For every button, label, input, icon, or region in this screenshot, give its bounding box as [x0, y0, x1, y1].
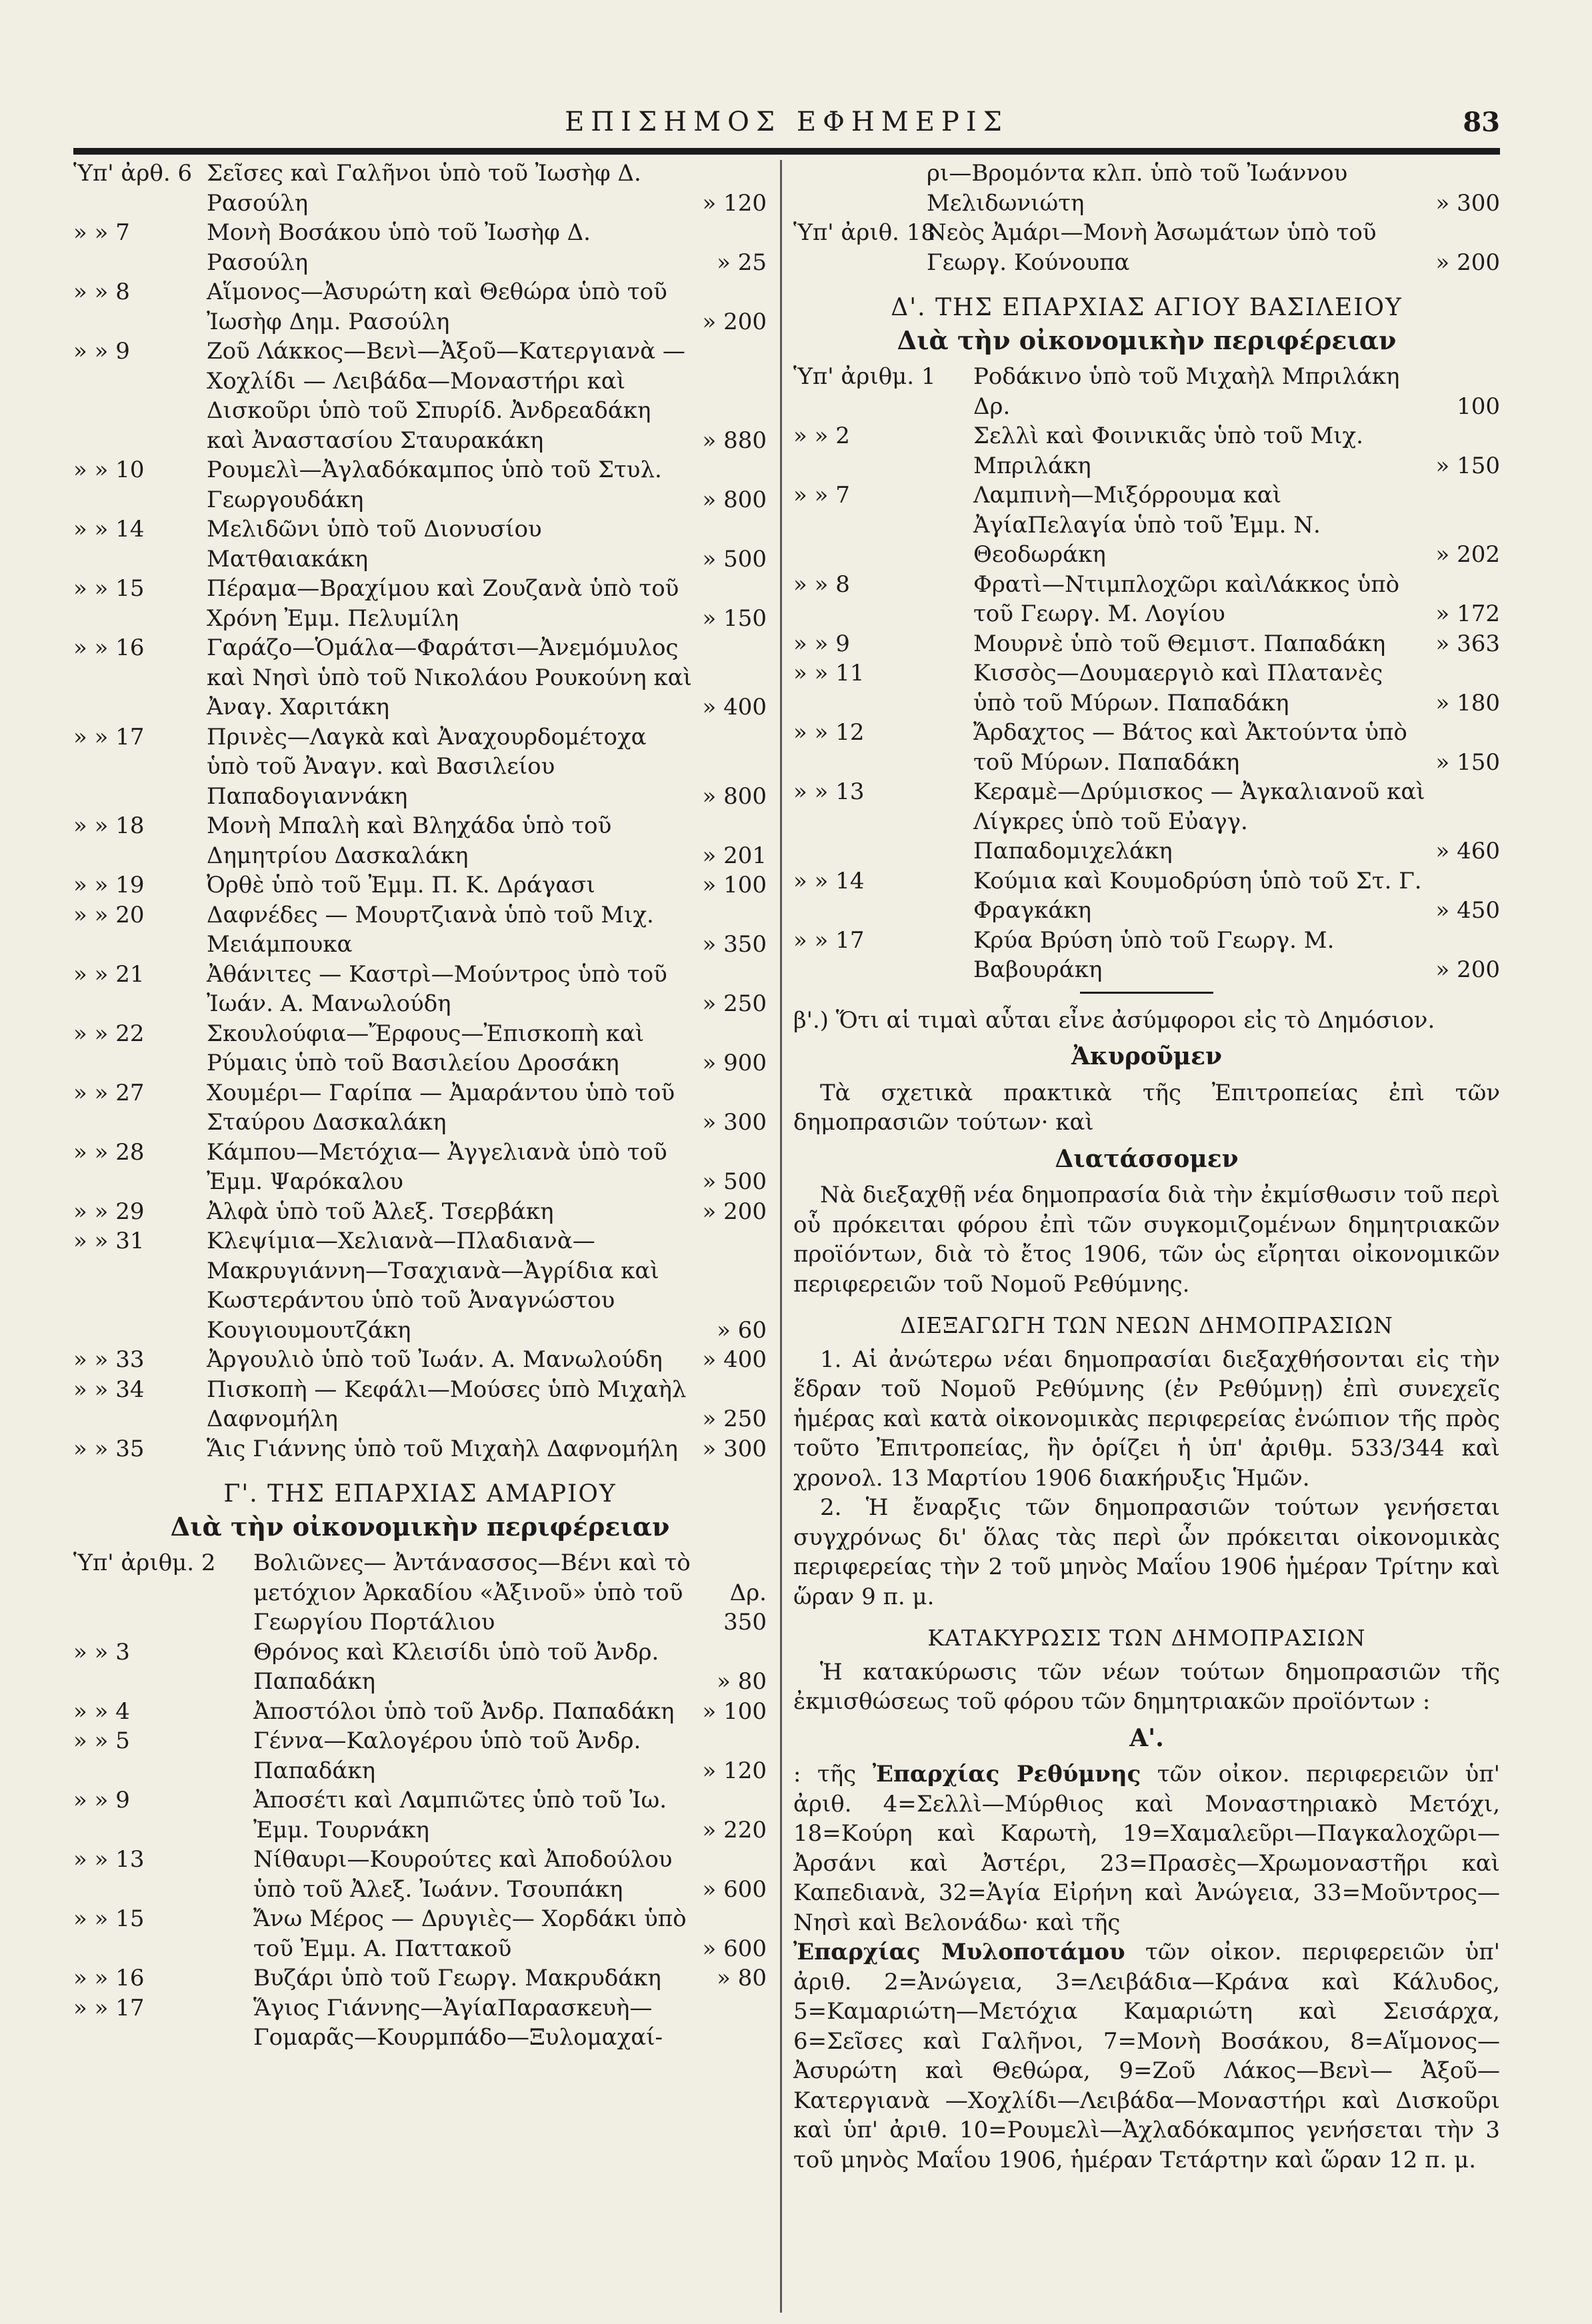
entry-ref: » » 7	[73, 219, 130, 246]
new-auctions-p2: 2. Ἡ ἔναρξις τῶν δημοπρασιῶν τούτων γενήσεται συγχρόνως δι' ὅλας τὰς περὶ ὧν πρόκειται οἰκονομικὰς περιφερείας τὴν 2 τοῦ μηνὸς Μαΐου 1906 ἡμέραν Τρίτην καὶ ὥραν 9 π. μ.	[793, 1494, 1500, 1610]
entry-text: Ἀθάνιτες — Καστρὶ—Μούντρος ὑπὸ τοῦ Ἰωάν. Α. Μανωλούδη	[207, 960, 667, 1017]
list-entry	[73, 1078, 767, 1138]
amari-continued-list	[793, 159, 1500, 277]
list-entry	[73, 277, 767, 337]
entry-ref: » » 17	[73, 1994, 145, 2021]
entry-text: Κλεψίμια—Χελιανὰ—Πλαδιανὰ—Μακρυγιάννη—Τσαχιανὰ—Ἀγρίδια καὶ Κωστεράντου ὑπὸ τοῦ Ἀναγνώστου Κουγιουμουτζάκη	[207, 1228, 659, 1344]
entry-amount: » 180	[1435, 689, 1500, 716]
right-column	[793, 159, 1500, 2175]
list-entry	[793, 362, 1500, 421]
entry-ref: » » 28	[73, 1138, 145, 1166]
entry-ref: » » 31	[73, 1228, 145, 1254]
list-entry	[73, 1993, 767, 2053]
awards-heading: ΚΑΤΑΚΥΡΩΣΙΣ ΤΩΝ ΔΗΜΟΠΡΑΣΙΩΝ	[927, 1625, 1366, 1651]
diatassomen-heading: Διατάσσομεν	[1055, 1144, 1239, 1173]
entry-text: Μονὴ Βοσάκου ὑπὸ τοῦ Ἰωσὴφ Δ. Ρασούλη	[207, 219, 591, 276]
entry-ref: » » 14	[73, 516, 145, 543]
column-divider	[780, 160, 782, 2313]
entry-text: Ἀργουλιὸ ὑπὸ τοῦ Ἰωάν. Α. Μανωλούδη	[207, 1346, 663, 1373]
entry-amount: » 200	[702, 308, 767, 335]
entry-ref: » » 27	[73, 1079, 145, 1106]
amari-heading: Γ'. ΤΗΣ ΕΠΑΡΧΙΑΣ ΑΜΑΡΙΟΥ	[223, 1480, 617, 1508]
rethymnis-name: Ἐπαρχίας Ρεθύμνης	[872, 1761, 1141, 1787]
list-entry	[793, 629, 1500, 659]
entry-text: Γέννα—Καλογέρου ὑπὸ τοῦ Ἀνδρ. Παπαδάκη	[253, 1728, 641, 1784]
entry-text: Ροδάκινο ὑπὸ τοῦ Μιχαὴλ Μπριλάκη Δρ.	[973, 363, 1400, 420]
entry-text: Κεραμὲ—Δρύμισκος — Ἀγκαλιανοῦ καὶ Λίγκρες ὑπὸ τοῦ Εὐαγγ. Παπαδομιχελάκη	[973, 778, 1425, 864]
entry-amount: » 800	[702, 782, 767, 810]
entry-text: Βυζάρι ὑπὸ τοῦ Γεωργ. Μακρυδάκη	[253, 1965, 661, 1991]
entry-text: Σελλὶ καὶ Φοινικιᾶς ὑπὸ τοῦ Μιχ. Μπριλάκη	[973, 423, 1363, 479]
entry-amount: » 200	[1435, 249, 1500, 276]
header-rule	[73, 148, 1500, 155]
entry-ref: » » 16	[73, 1965, 145, 1991]
entry-ref: » » 33	[73, 1346, 145, 1373]
list-entry	[793, 421, 1500, 481]
entry-ref: » » 20	[73, 901, 145, 928]
entry-amount: 100	[1457, 393, 1500, 420]
entry-text: Ἀλφὰ ὑπὸ τοῦ Ἀλεξ. Τσερβάκη	[207, 1198, 554, 1225]
list-entry	[73, 1226, 767, 1345]
entry-ref: Ὑπ' ἀριθ. 18	[793, 219, 936, 246]
entry-ref: » » 13	[793, 778, 865, 805]
entry-text: Γαράζο—Ὁμάλα—Φαράτσι—Ἀνεμόμυλος καὶ Νησὶ ὑπὸ τοῦ Νικολάου Ρουκούνη καὶ Ἀναγ. Χαριτάκη	[207, 634, 692, 720]
entry-text: Φρατὶ—Ντιμπλοχῶρι καὶΛάκκος ὑπὸ τοῦ Γεωργ. Μ. Λογίου	[973, 571, 1400, 627]
entry-amount: Δρ. 350	[723, 1579, 767, 1636]
entry-ref: » » 15	[73, 575, 145, 602]
agios-vasileios-heading: Δ'. ΤΗΣ ΕΠΑΡΧΙΑΣ ΑΓΙΟΥ ΒΑΣΙΛΕΙΟΥ	[891, 294, 1403, 321]
entry-amount: » 80	[717, 1668, 767, 1695]
list-entry	[793, 866, 1500, 926]
list-entry	[73, 633, 767, 722]
entry-text: Ἄνω Μέρος — Δρυγιὲς— Χορδάκι ὑπὸ τοῦ Ἐμμ. Α. Παττακοῦ	[253, 1905, 687, 1962]
list-entry	[793, 926, 1500, 985]
entry-text: Ἅγιος Γιάννης—ἈγίαΠαρασκευὴ—Γομαρᾶς—Κουρμπάδο—Ξυλομαχαί-	[253, 1994, 663, 2051]
list-entry	[73, 159, 767, 218]
entry-ref: » » 15	[73, 1905, 145, 1932]
new-auctions-p1: 1. Αἱ ἀνώτερω νέαι δημοπρασίαι διεξαχθήσονται εἰς τὴν ἕδραν τοῦ Νομοῦ Ρεθύμνης (ἐν Ρεθύμνῃ) ἐπὶ συνεχεῖς ἡμέρας καὶ κατὰ οἰκονομικὰς περιφερείας ἐνώπιον τῆς πρὸς τοῦτο Ἐπιτροπείας, ἣν ὁρίζει ἡ ὑπ' ἀριθμ. 533/344 καὶ χρονολ. 13 Μαρτίου 1906 διακήρυξις Ἡμῶν.	[793, 1346, 1500, 1492]
list-entry	[73, 1638, 767, 1697]
entry-text: Νεὸς Ἀμάρι—Μονὴ Ἀσωμάτων ὑπὸ τοῦ Γεωργ. Κούνουπα	[927, 219, 1377, 276]
entry-ref: » » 14	[793, 867, 865, 894]
entry-text: Πρινὲς—Λαγκὰ καὶ Ἀναχουρδομέτοχα ὑπὸ τοῦ Ἀναγν. καὶ Βασιλείου Παπαδογιαννάκη	[207, 723, 647, 810]
list-entry	[73, 1726, 767, 1785]
list-entry	[793, 658, 1500, 718]
mylopotamou-text: τῶν οἰκον. περιφερειῶν ὑπ' ἀριθ. 2=Ἀνώγεια, 3=Λειβάδια—Κράνα καὶ Κάλυδος, 5=Καμαριώτη—Μετόχια Καμαριώτη καὶ Σεισάρχα, 6=Σεῖσες καὶ Γαλῆνοι, 7=Μονὴ Βοσάκου, 8=Αἵμονος— Ἀσυρώτη καὶ Θεθώρα, 9=Ζοῦ Λάκος—Βενὶ— Ἀξοῦ—Κατεργιανὰ —Χοχλίδι—Λειβάδα—Μοναστήρι καὶ Δισκοῦρι καὶ ὑπ' ἀριθ. 10=Ρουμελὶ—Ἀχλαδόκαμπος γενήσεται τὴν 3 τοῦ μηνὸς Μαΐου 1906, ἡμέραν Τετάρτην καὶ ὥραν 12 π. μ.	[793, 1939, 1500, 2173]
entry-ref: » » 7	[793, 482, 850, 509]
entry-amount: » 500	[702, 1168, 767, 1195]
list-entry	[73, 1963, 767, 1993]
entry-text: Θρόνος καὶ Κλεισίδι ὑπὸ τοῦ Ἀνδρ. Παπαδάκη	[253, 1638, 659, 1695]
entry-ref: Ὑπ' ἀριθμ. 2	[73, 1550, 216, 1576]
entry-ref: » » 35	[73, 1435, 145, 1462]
entry-amount: » 600	[702, 1875, 767, 1903]
entry-ref: » » 16	[73, 634, 145, 661]
entry-text: Ἀποστόλοι ὑπὸ τοῦ Ἀνδρ. Παπαδάκη	[253, 1698, 675, 1725]
entry-amount: » 250	[702, 990, 767, 1017]
entry-amount: » 25	[717, 249, 767, 276]
page-header	[73, 107, 1500, 147]
entry-amount: » 350	[702, 931, 767, 958]
entry-amount: » 400	[702, 694, 767, 720]
entry-amount: » 300	[702, 1435, 767, 1462]
entry-amount: » 460	[1435, 838, 1500, 864]
list-entry	[73, 722, 767, 812]
entry-ref: Ὑπ' ἀρθ. 6	[73, 160, 193, 187]
list-entry	[793, 777, 1500, 866]
entry-text: Χουμέρι— Γαρίπα — Ἀμαράντου ὑπὸ τοῦ Σταύρου Δασκαλάκη	[207, 1079, 675, 1136]
entry-ref: » » 22	[73, 1020, 145, 1047]
entry-amount: » 60	[717, 1316, 767, 1344]
entry-amount: » 120	[702, 1757, 767, 1784]
list-entry	[73, 515, 767, 574]
entry-text: Δαφνέδες — Μουρτζιανὰ ὑπὸ τοῦ Μιχ. Μειάμπουκα	[207, 901, 654, 958]
new-auctions-heading: ΔΙΕΞΑΓΩΓΗ ΤΩΝ ΝΕΩΝ ΔΗΜΟΠΡΑΣΙΩΝ	[900, 1312, 1393, 1338]
entry-amount: » 250	[702, 1406, 767, 1432]
entry-text: Σεῖσες καὶ Γαλῆνοι ὑπὸ τοῦ Ἰωσὴφ Δ. Ρασούλη	[207, 160, 641, 217]
list-entry	[793, 718, 1500, 777]
newspaper-title: ΕΠΙΣΗΜΟΣ ΕΦΗΜΕΡΙΣ	[565, 107, 1009, 137]
list-entry	[793, 159, 1500, 218]
entry-amount: » 400	[702, 1346, 767, 1373]
list-entry	[73, 1697, 767, 1727]
awards-a-label: Α'.	[1129, 1724, 1164, 1752]
entry-amount: » 150	[1435, 452, 1500, 479]
entry-text: Νίθαυρι—Κουρούτες καὶ Ἀποδούλου ὑπὸ τοῦ Ἀλεξ. Ἰωάνν. Τσουπάκη	[253, 1846, 673, 1903]
entry-amount: » 900	[702, 1050, 767, 1076]
list-entry	[73, 455, 767, 515]
entry-ref: » » 17	[793, 926, 865, 954]
entry-ref: » » 10	[73, 457, 145, 483]
entry-ref: » » 19	[73, 872, 145, 898]
mylopotamou-award-paragraph	[793, 1937, 1500, 2175]
entry-amount: » 202	[1435, 541, 1500, 568]
entry-text: Πέραμα—Βραχίμου καὶ Ζουζανὰ ὑπὸ τοῦ Χρόνη Ἐμμ. Πελυμίλη	[207, 575, 679, 632]
entry-text: Βολιῶνες— Ἀντάνασσος—Βένι καὶ τὸ μετόχιον Ἀρκαδίου «Ἀξινοῦ» ὑπὸ τοῦ Γεωργίου Πορτάλιου	[253, 1550, 691, 1636]
page-number: 83	[1463, 107, 1500, 138]
amari-entries-list	[73, 1548, 767, 2053]
entry-amount: » 220	[702, 1816, 767, 1843]
rethymnis-entries-list	[73, 159, 767, 1464]
entry-text: Κάμπου—Μετόχια— Ἀγγελιανὰ ὑπὸ τοῦ Ἐμμ. Ψαρόκαλου	[207, 1138, 667, 1195]
entry-amount: » 800	[702, 486, 767, 513]
list-entry	[73, 1345, 767, 1375]
rethymnis-award-paragraph	[793, 1759, 1500, 1937]
akyroumen-heading: Ἀκυροῦμεν	[1071, 1042, 1223, 1070]
entry-ref	[793, 159, 927, 218]
list-entry	[73, 1904, 767, 1963]
point-b: β'.) Ὅτι αἱ τιμαὶ αὗται εἶνε ἀσύμφοροι εἰς τὸ Δημόσιον.	[793, 1006, 1435, 1034]
entry-text: Ἄρδαχτος — Βάτος καὶ Ἀκτούντα ὑπὸ τοῦ Μύρων. Παπαδάκη	[973, 719, 1407, 776]
entry-amount: » 880	[702, 427, 767, 454]
entry-text: Ἅις Γιάννης ὑπὸ τοῦ Μιχαὴλ Δαφνομήλη	[207, 1435, 678, 1462]
list-entry	[73, 337, 767, 455]
list-entry	[73, 218, 767, 277]
agios-vasileios-entries-list	[793, 362, 1500, 985]
entry-ref: » » 12	[793, 719, 865, 746]
entry-amount: » 80	[717, 1965, 767, 1991]
entry-amount: » 200	[1435, 956, 1500, 983]
list-entry	[73, 1375, 767, 1434]
entry-text: Μελιδῶνι ὑπὸ τοῦ Διονυσίου Ματθαιακάκη	[207, 516, 542, 573]
entry-amount: » 150	[702, 604, 767, 632]
entry-text: ρι—Βρομόντα κλπ. ὑπὸ τοῦ Ἰωάννου Μελιδωνιώτη	[927, 160, 1348, 217]
entry-amount: » 200	[702, 1198, 767, 1225]
mylopotamou-name: Ἐπαρχίας Μυλοποτάμου	[793, 1939, 1125, 1965]
entry-amount: » 500	[702, 545, 767, 573]
entry-text: Αἵμονος—Ἀσυρώτη καὶ Θεθώρα ὑπὸ τοῦ Ἰωσὴφ Δημ. Ρασούλη	[207, 279, 667, 335]
amari-subheading: Διὰ τὴν οἰκονομικὴν περιφέρειαν	[170, 1511, 670, 1542]
list-entry	[73, 1785, 767, 1845]
entry-text: Κούμια καὶ Κουμοδρύση ὑπὸ τοῦ Στ. Γ. Φραγκάκη	[973, 867, 1422, 924]
diatassomen-text: Νὰ διεξαχθῇ νέα δημοπρασία διὰ τὴν ἐκμίσθωσιν τοῦ περὶ οὗ πρόκειται φόρου ἐπὶ τῶν συγκομιζομένων δημητριακῶν προϊόντων, διὰ τὸ ἔτος 1906, τῶν ὡς εἴρηται οἰκονομικῶν περιφερειῶν τοῦ Νομοῦ Ρεθύμνης.	[793, 1182, 1500, 1298]
list-entry	[73, 811, 767, 870]
entry-ref: » » 13	[73, 1846, 145, 1873]
entry-ref: Ὑπ' ἀριθμ. 1	[793, 363, 936, 390]
entry-amount: » 100	[702, 1698, 767, 1725]
left-column	[73, 159, 767, 2053]
agios-vasileios-subheading: Διὰ τὴν οἰκονομικὴν περιφέρειαν	[897, 325, 1397, 355]
entry-ref: » » 11	[793, 660, 865, 686]
entry-ref: » » 8	[73, 279, 130, 305]
akyroumen-text: Τὰ σχετικὰ πρακτικὰ τῆς Ἐπιτροπείας ἐπὶ τῶν δημοπρασιῶν τούτων· καὶ	[793, 1079, 1500, 1136]
entry-amount: » 300	[702, 1109, 767, 1136]
entry-amount: » 100	[702, 872, 767, 898]
entry-ref: » » 4	[73, 1698, 130, 1725]
list-entry	[73, 1138, 767, 1197]
entry-text: Ρουμελὶ—Ἀγλαδόκαμπος ὑπὸ τοῦ Στυλ. Γεωργουδάκη	[207, 457, 662, 513]
awards-intro: Ἡ κατακύρωσις τῶν νέων τούτων δημοπρασιῶν τῆς ἐκμισθώσεως τοῦ φόρου τῶν δημητριακῶν προϊόντων :	[793, 1658, 1500, 1715]
list-entry	[73, 870, 767, 900]
entry-amount: » 201	[702, 842, 767, 869]
list-entry	[73, 1845, 767, 1904]
rethymnis-prefix: : τῆς	[793, 1761, 857, 1787]
entry-ref: » » 9	[73, 1787, 130, 1813]
entry-text: Ὀρθὲ ὑπὸ τοῦ Ἐμμ. Π. Κ. Δράγασι	[207, 872, 595, 898]
list-entry	[73, 1197, 767, 1227]
entry-text: Κισσὸς—Δουμαεργιὸ καὶ Πλατανὲς ὑπὸ τοῦ Μύρων. Παπαδάκη	[973, 660, 1383, 716]
entry-amount: » 150	[1435, 748, 1500, 776]
entry-text: Σκουλούφια—Ἔρφους—Ἐπισκοπὴ καὶ Ρύμαις ὑπὸ τοῦ Βασιλείου Δροσάκη	[207, 1020, 645, 1076]
entry-ref: » » 2	[793, 423, 850, 449]
rethymnis-text: τῶν οἰκον. περιφερειῶν ὑπ' ἀριθ. 4=Σελλὶ—Μύρθιος καὶ Μοναστηριακὸ Μετόχι, 18=Κούρη καὶ Καρωτὴ, 19=Χαμαλεῦρι—Παγκαλοχῶρι— Ἀρσάνι καὶ Ἀστέρι, 23=Πρασὲς—Χρωμοναστῆρι καὶ Καπεδιανὰ, 32=Ἁγία Εἰρήνη καὶ Ἀνώγεια, 33=Μοῦντρος—Νησὶ καὶ Βελονάδω· καὶ τῆς	[793, 1761, 1501, 1936]
entry-ref: » » 34	[73, 1376, 145, 1403]
entry-amount: » 300	[1435, 189, 1500, 217]
entry-amount: » 450	[1435, 897, 1500, 924]
entry-text: Μουρνὲ ὑπὸ τοῦ Θεμιστ. Παπαδάκη	[973, 630, 1386, 657]
list-entry	[73, 1548, 767, 1638]
entry-ref: » » 5	[73, 1728, 130, 1754]
entry-amount: » 600	[702, 1935, 767, 1962]
list-entry	[793, 481, 1500, 570]
entry-text: Μονὴ Μπαλὴ καὶ Βληχάδα ὑπὸ τοῦ Δημητρίου Δασκαλάκη	[207, 812, 612, 869]
entry-text: Ζοῦ Λάκκος—Βενὶ—Ἀξοῦ—Κατεργιανὰ — Χοχλίδι — Λειβάδα—Μοναστήρι καὶ Δισκοῦρι ὑπὸ τοῦ Σπυρίδ. Ἀνδρεαδάκη καὶ Ἀναστασίου Σταυρακάκη	[207, 338, 685, 454]
entry-ref: » » 8	[793, 571, 850, 598]
entry-amount: » 120	[702, 189, 767, 217]
section-rule	[1080, 992, 1213, 994]
entry-ref: » » 29	[73, 1198, 145, 1225]
list-entry	[73, 1019, 767, 1078]
entry-amount: » 172	[1435, 600, 1500, 627]
entry-text: Λαμπινὴ—Μιξόρρουμα καὶ ἈγίαΠελαγία ὑπὸ τοῦ Ἐμμ. Ν. Θεοδωράκη	[973, 482, 1321, 568]
list-entry	[73, 574, 767, 633]
entry-text: Κρύα Βρύση ὑπὸ τοῦ Γεωργ. Μ. Βαβουράκη	[973, 926, 1335, 983]
list-entry	[73, 900, 767, 960]
list-entry	[793, 218, 1500, 277]
entry-ref: » » 18	[73, 812, 145, 839]
entry-ref: » » 9	[73, 338, 130, 365]
entry-ref: » » 17	[73, 723, 145, 750]
entry-ref: » » 3	[73, 1638, 130, 1666]
entry-ref: » » 21	[73, 960, 145, 988]
entry-ref: » » 9	[793, 630, 850, 657]
list-entry	[793, 570, 1500, 629]
list-entry	[73, 960, 767, 1019]
list-entry	[73, 1434, 767, 1464]
entry-text: Πισκοπὴ — Κεφάλι—Μούσες ὑπὸ Μιχαὴλ Δαφνομήλη	[207, 1376, 687, 1432]
entry-amount: » 363	[1435, 630, 1500, 657]
entry-text: Ἀποσέτι καὶ Λαμπιῶτες ὑπὸ τοῦ Ἰω. Ἐμμ. Τουρνάκη	[253, 1787, 667, 1843]
